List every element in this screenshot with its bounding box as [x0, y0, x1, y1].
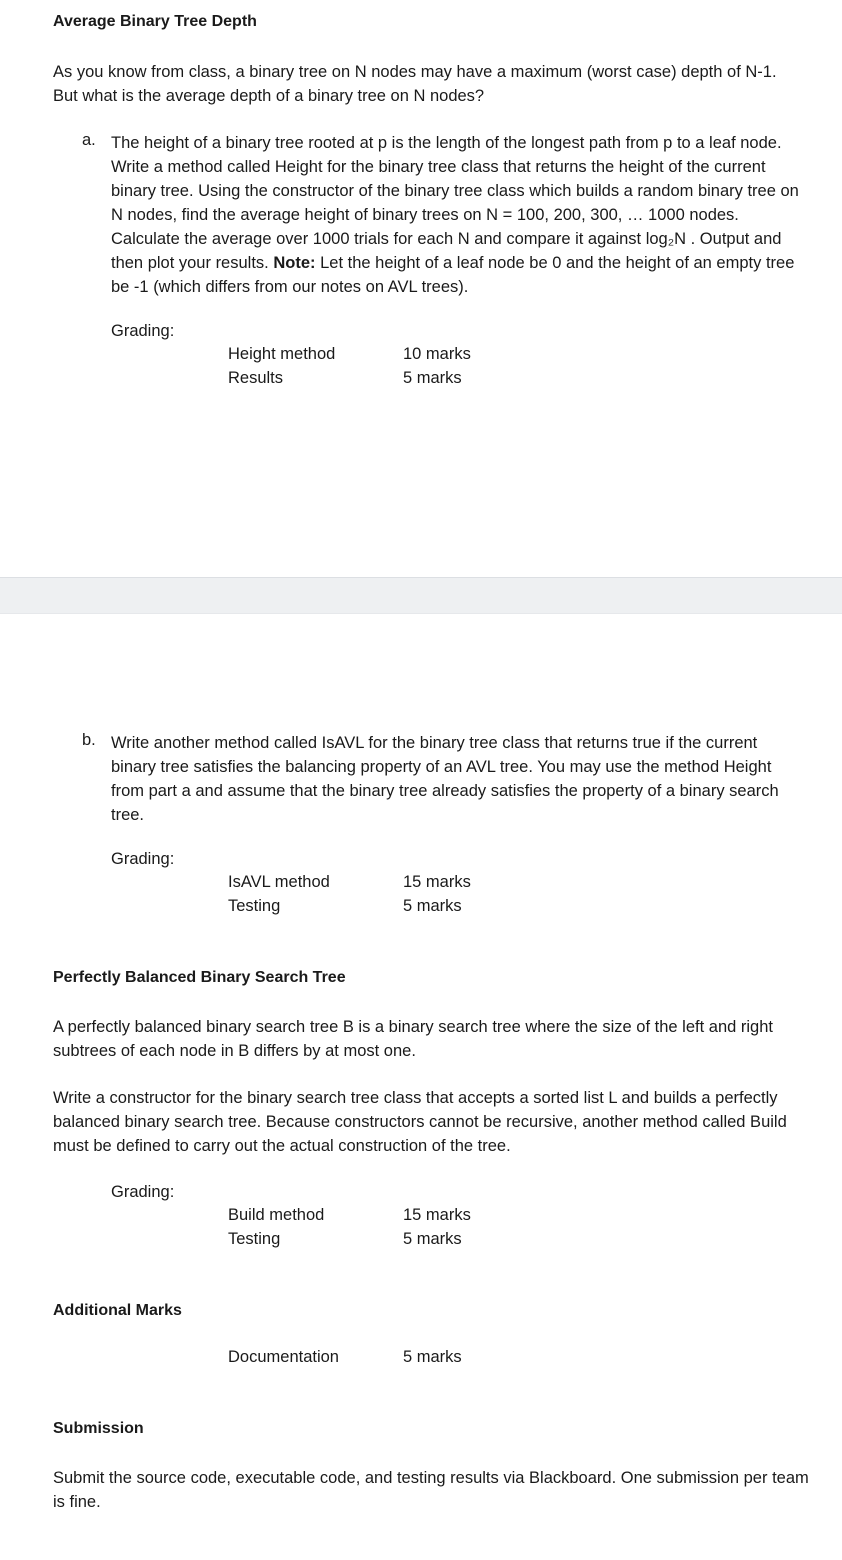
grading-marks: 5 marks [403, 1348, 462, 1366]
part-a-text [111, 131, 811, 299]
part-a-note-text: Let the height of a leaf node be 0 and the height of an empty tree be -1 (which differs from our notes on AVL trees). [111, 254, 795, 296]
page-break-divider [0, 577, 842, 614]
part-a-grading-label: Grading: [111, 322, 175, 340]
grading-marks: 15 marks [403, 1206, 471, 1224]
part-b-text: Write another method called IsAVL for the binary tree class that returns true if the current binary tree satisfies the balancing property of an AVL tree. You may use the method Height from part a and assume that the binary tree already satisfies the property of a binary search tree. [111, 734, 779, 824]
section-title-additional-marks: Additional Marks [53, 1302, 182, 1319]
part-a-note-label: Note: [273, 254, 316, 272]
part-a-body: The height of a binary tree rooted at p is the length of the longest path from p to a leaf node. Write a method called Height for the binary tree class that returns the height of the current binary tree. Using the constructor of the binary tree class which builds a random binary tree on N nodes, find the average height of binary trees on N = 100, 200, 300, … 1000 nodes. Calculate the average over 1000 trials for each N and compare it against log₂N . Output and then plot your results. [111, 134, 799, 272]
balanced-bst-paragraph-1: A perfectly balanced binary search tree B is a binary search tree where the size of the left and right subtrees of each node in B differs by at most one. [53, 1018, 773, 1060]
grading-item: Results [228, 369, 284, 387]
section-title-average-depth: Average Binary Tree Depth [53, 13, 257, 30]
part-b-grading-label: Grading: [111, 850, 175, 868]
grading-item: Testing [228, 897, 281, 915]
section-title-balanced-bst: Perfectly Balanced Binary Search Tree [53, 969, 346, 986]
grading-marks: 15 marks [403, 873, 471, 891]
part-a-label: a. [82, 131, 96, 149]
submission-paragraph: Submit the source code, executable code, and testing results via Blackboard. One submission per team is fine. [53, 1469, 809, 1511]
grading-item: Documentation [228, 1348, 339, 1366]
grading-marks: 5 marks [403, 1230, 462, 1248]
balanced-bst-paragraph-2: Write a constructor for the binary search tree class that accepts a sorted list L and builds a perfectly balanced binary search tree. Because constructors cannot be recursive, another method called Build must be defined to carry out the actual construction of the tree. [53, 1089, 787, 1155]
section-title-submission: Submission [53, 1420, 144, 1437]
grading-item: IsAVL method [228, 873, 330, 891]
part-b-label: b. [82, 731, 96, 749]
grading-item: Testing [228, 1230, 281, 1248]
grading-marks: 5 marks [403, 369, 462, 387]
intro-paragraph: As you know from class, a binary tree on N nodes may have a maximum (worst case) depth of N-1. But what is the average depth of a binary tree on N nodes? [53, 63, 777, 105]
grading-marks: 5 marks [403, 897, 462, 915]
grading-item: Build method [228, 1206, 325, 1224]
grading-item: Height method [228, 345, 336, 363]
balanced-bst-grading-label: Grading: [111, 1183, 175, 1201]
grading-marks: 10 marks [403, 345, 471, 363]
